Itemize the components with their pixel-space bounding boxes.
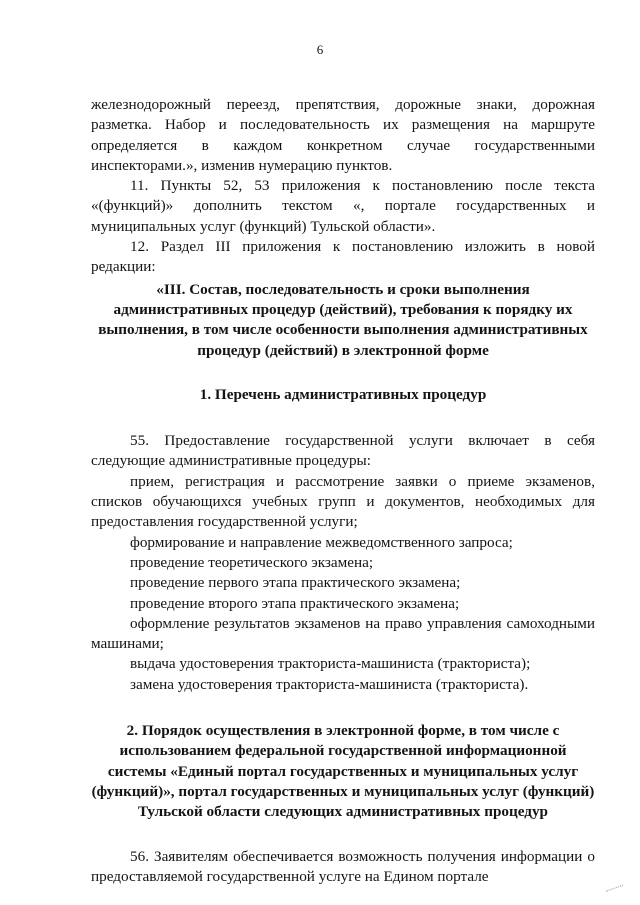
- paragraph-11: 11. Пункты 52, 53 приложения к постановлению после текста «(функций)» дополнить текстом «, портале государственных и муниципальных услуг (функций) Тульской области».: [91, 177, 595, 235]
- subheading-procedures-list: 1. Перечень административных процедур: [199, 385, 487, 403]
- section-heading: «III. Состав, последовательность и сроки выполнения административных процедур (действий), требования к порядку их выполнения, в том числе особенности выполнения административных процедур (действий) в электронной форме: [98, 280, 588, 359]
- procedure-item: замена удостоверения тракториста-машиниста (тракториста).: [130, 675, 529, 693]
- spacer: [91, 823, 595, 847]
- spacer: [91, 405, 595, 431]
- procedure-item: оформление результатов экзаменов на право управления самоходными машинами;: [91, 614, 595, 653]
- procedure-item: проведение второго этапа практического экзамена;: [130, 594, 460, 612]
- procedure-item: прием, регистрация и рассмотрение заявки о приеме экзаменов, списков обучающихся учебных групп и документов, необходимых для предоставления государственной услуги;: [91, 472, 595, 531]
- scan-artifact: [603, 877, 623, 892]
- spacer: [91, 361, 595, 385]
- document-body: [91, 95, 595, 887]
- paragraph-continuation: железнодорожный переезд, препятствия, дорожные знаки, дорожная разметка. Набор и последовательность их размещения на маршруте определяется в каждом конкретном случае государственными инспекторами.», изменив нумерацию пунктов.: [91, 96, 595, 174]
- spacer: [91, 695, 595, 721]
- procedure-item: выдача удостоверения тракториста-машиниста (тракториста);: [130, 655, 531, 673]
- procedure-item: проведение первого этапа практического экзамена;: [130, 574, 461, 592]
- procedure-item: проведение теоретического экзамена;: [130, 553, 374, 571]
- paragraph-12: 12. Раздел III приложения к постановлению изложить в новой редакции:: [91, 238, 595, 276]
- paragraph-56: 56. Заявителям обеспечивается возможность получения информации о предоставляемой государственной услуге на Едином портале: [91, 847, 595, 885]
- paragraph-55: 55. Предоставление государственной услуги включает в себя следующие административные процедуры:: [91, 432, 595, 470]
- procedure-item: формирование и направление межведомственного запроса;: [130, 533, 513, 551]
- subheading-electronic-procedures: 2. Порядок осуществления в электронной форме, в том числе с использованием федеральной государственной информационной системы «Единый портал государственных и муниципальных услуг (функций)», портал государственных и муниципальных услуг (функций) Тульской области следующих административных процедур: [91, 722, 595, 821]
- page-number: 6: [316, 42, 324, 57]
